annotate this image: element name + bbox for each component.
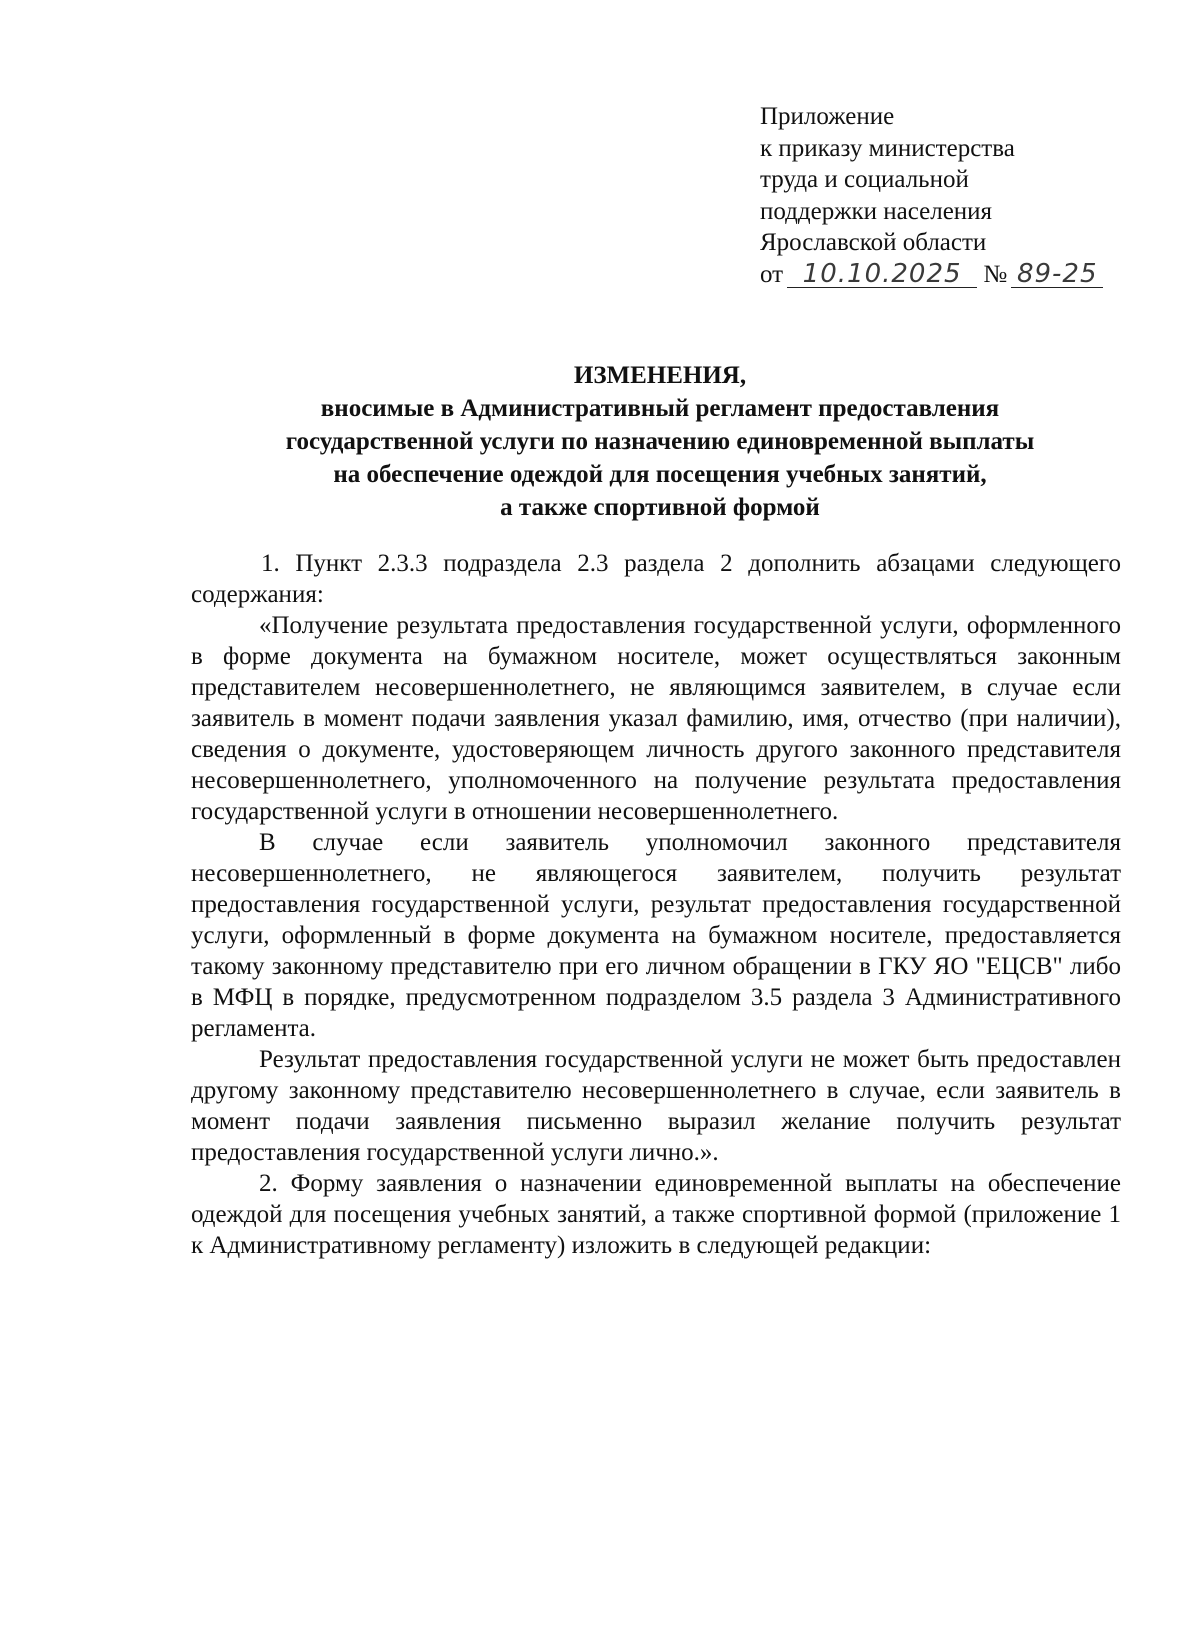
- body-paragraph: 2. Форму заявления о назначении единовременной выплаты на обеспечение одеждой для посещения учебных занятий, а также спортивной формой (приложение 1 к Административному регламенту) изложить в следующей редакции:: [191, 1170, 1121, 1259]
- appendix-line: к приказу министерства: [760, 134, 1015, 162]
- appendix-line: поддержки населения: [760, 197, 993, 225]
- appendix-line: Приложение: [760, 103, 895, 130]
- body-paragraph: 1. Пункт 2.3.3 подраздела 2.3 раздела 2 дополнить абзацами следующего содержания:: [191, 550, 1121, 608]
- title-subheading-line: а также спортивной формой: [500, 494, 820, 521]
- title-heading: ИЗМЕНЕНИЯ,: [573, 362, 747, 389]
- body-paragraph: «Получение результата предоставления государственной услуги, оформленного в форме документа на бумажном носителе, может осуществляться законным представителем несовершеннолетнего, не являющимся заявителем, в случае если заявитель в момент подачи заявления указал фамилию, имя, отчество (при наличии), сведения о документе, удостоверяющем личность другого законного представителя несовершеннолетнего, уполномоченного на получение результата предоставления государственной услуги в отношении несовершеннолетнего.: [191, 612, 1121, 825]
- document-title: [160, 359, 1160, 524]
- number-sign: №: [983, 260, 1008, 288]
- document-body: [191, 548, 1121, 1261]
- order-number-handwritten: 89-25: [1011, 261, 1103, 288]
- appendix-line: Ярославской области: [760, 229, 987, 256]
- appendix-header: [760, 101, 1160, 290]
- title-subheading-line: на обеспечение одеждой для посещения учебных занятий,: [333, 461, 987, 488]
- title-subheading-line: государственной услуги по назначению единовременной выплаты: [285, 428, 1035, 455]
- appendix-line: труда и социальной: [760, 166, 969, 193]
- order-date-number-line: [760, 259, 1160, 291]
- body-paragraph: Результат предоставления государственной услуги не может быть предоставлен другому законному представителю несовершеннолетнего в случае, если заявитель в момент подачи заявления письменно выразил желание получить результат предоставления государственной услуги лично.».: [191, 1046, 1121, 1166]
- title-subheading-line: вносимые в Административный регламент предоставления: [320, 395, 1000, 422]
- date-prefix: от: [760, 260, 784, 288]
- body-paragraph: В случае если заявитель уполномочил законного представителя несовершеннолетнего, не являющегося заявителем, получить результат предоставления государственной услуги, результат предоставления государственной услуги, оформленный в форме документа на бумажном носителе, предоставляется такому законному представителю при его личном обращении в ГКУ ЯО "ЕЦСВ" либо в МФЦ в порядке, предусмотренном подразделом 3.5 раздела 3 Административного регламента.: [191, 829, 1121, 1042]
- order-date-handwritten: 10.10.2025: [787, 261, 977, 288]
